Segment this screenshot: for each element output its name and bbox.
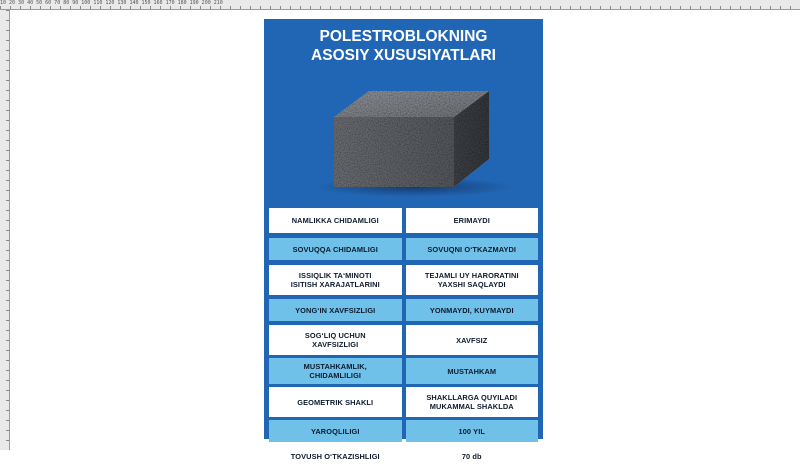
property-value: XAVFSIZ bbox=[406, 325, 539, 355]
property-value: 70 db bbox=[406, 445, 539, 467]
property-name: GEOMETRIK SHAKLI bbox=[269, 387, 402, 417]
property-value: SHAKLLARGA QUYILADI MUKAMMAL SHAKLDA bbox=[406, 387, 539, 417]
poster-title bbox=[264, 27, 543, 65]
title-line-2: ASOSIY XUSUSIYATLARI bbox=[311, 47, 496, 64]
table-row bbox=[269, 238, 538, 260]
property-name: SOG‘LIQ UCHUN XAVFSIZLIGI bbox=[269, 325, 402, 355]
property-name: SOVUQQA CHIDAMLIGI bbox=[269, 238, 402, 260]
property-name: YONG‘IN XAVFSIZLIGI bbox=[269, 299, 402, 321]
table-row bbox=[269, 445, 538, 467]
property-name: ISSIQLIK TA‘MINOTI ISITISH XARAJATLARINI bbox=[269, 265, 402, 295]
property-value: ERIMAYDI bbox=[406, 208, 539, 233]
property-name: NAMLIKKA CHIDAMLIGI bbox=[269, 208, 402, 233]
property-name: YAROQLILIGI bbox=[269, 420, 402, 442]
vertical-ruler[interactable] bbox=[0, 10, 10, 450]
property-value: YONMAYDI, KUYMAYDI bbox=[406, 299, 539, 321]
title-line-1: POLESTROBLOKNING bbox=[319, 28, 488, 45]
horizontal-ruler[interactable] bbox=[0, 0, 800, 10]
property-name: TOVUSH O‘TKAZISHLIGI bbox=[269, 445, 402, 467]
table-row bbox=[269, 299, 538, 321]
ruler-marks: 10 20 30 40 50 60 70 80 90 100 110 120 130 140 150 160 170 180 190 200 210 bbox=[0, 0, 223, 6]
property-value: SOVUQNI O‘TKAZMAYDI bbox=[406, 238, 539, 260]
property-value: TEJAMLI UY HARORATINI YAXSHI SAQLAYDI bbox=[406, 265, 539, 295]
table-row bbox=[269, 358, 538, 384]
table-row bbox=[269, 208, 538, 233]
table-row bbox=[269, 325, 538, 355]
property-name: MUSTAHKAMLIK, CHIDAMLILIGI bbox=[269, 358, 402, 384]
table-row bbox=[269, 420, 538, 442]
poster-canvas[interactable] bbox=[264, 19, 543, 461]
property-value: MUSTAHKAM bbox=[406, 358, 539, 384]
property-value: 100 YIL bbox=[406, 420, 539, 442]
table-row bbox=[269, 387, 538, 417]
table-row bbox=[269, 265, 538, 295]
